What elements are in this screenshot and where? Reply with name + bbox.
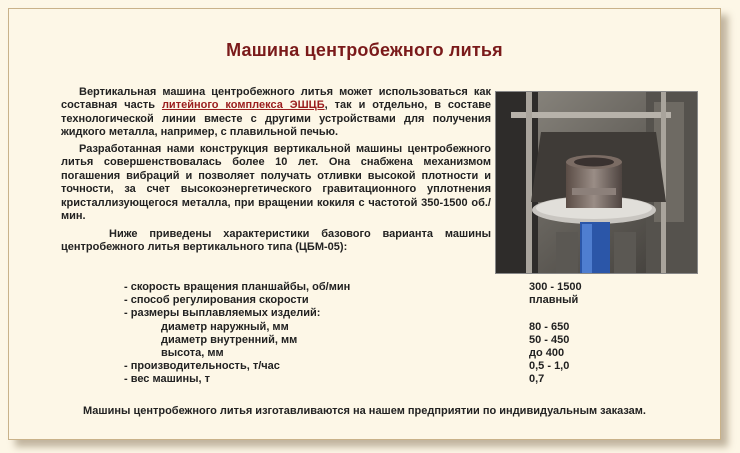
footer-note: Машины центробежного литья изготавливаются на нашем предприятии по индивидуальным заказам.: [83, 405, 646, 417]
intro-text-after: , так и отдельно, в составе технологической линии вместе с другими устройствами для получения жидкого металла, например, с плавильной печью.: [61, 99, 491, 139]
spec-row: [124, 281, 604, 294]
specs-intro-text: Ниже приведены характеристики базового варианта машины центробежного литья вертикального типа (ЦБМ-05):: [61, 228, 491, 254]
spec-label: - производительность, т/час: [124, 360, 280, 373]
spec-label: диаметр наружный, мм: [161, 320, 289, 333]
specs-table: [124, 281, 604, 387]
spec-label: - скорость вращения планшайбы, об/мин: [124, 281, 351, 293]
spec-row: [124, 294, 604, 307]
spec-row: [124, 347, 604, 360]
spec-value: 50 - 450: [529, 333, 570, 346]
spec-row: [124, 334, 604, 347]
spec-label: - вес машины, т: [124, 373, 211, 386]
spec-label: - способ регулирования скорости: [124, 294, 309, 307]
spec-label: диаметр внутренний, мм: [161, 333, 298, 346]
machine-photo: [495, 91, 698, 274]
spec-value: 0,5 - 1,0: [529, 360, 570, 373]
content-panel: [8, 8, 721, 440]
spec-value: 300 - 1500: [529, 281, 582, 293]
design-text: Разработанная нами конструкция вертикальной машины центробежного литья совершенствовалась более 10 лет. Она снабжена механизмом погашения вибраций и позволяет получать отливки высокой плотности и точности, за счет высокоэнергетического гравитационного уплотнения кристаллизующегося металла, при вращении кокиля с частотой 350-1500 об./мин.: [61, 143, 491, 223]
spec-row: [124, 307, 604, 320]
specs-intro-paragraph: [61, 228, 491, 255]
spec-label: - размеры выплавляемых изделий:: [124, 307, 321, 320]
intro-paragraph: [61, 86, 491, 140]
spec-value: 80 - 650: [529, 320, 570, 333]
intro-text-before: Вертикальная машина центробежного литья может использоваться как составная часть: [61, 86, 491, 112]
spec-value: до 400: [529, 346, 565, 359]
spec-row: [124, 321, 604, 334]
spec-value: плавный: [529, 294, 579, 307]
page-title: Машина центробежного литья: [226, 40, 503, 60]
spec-row: [124, 360, 604, 373]
complex-link[interactable]: литейного комплекса ЭШЦБ: [161, 99, 325, 112]
spec-row: [124, 373, 604, 386]
spec-label: высота, мм: [161, 346, 224, 359]
spec-value: 0,7: [529, 373, 545, 386]
design-paragraph: [61, 143, 491, 223]
